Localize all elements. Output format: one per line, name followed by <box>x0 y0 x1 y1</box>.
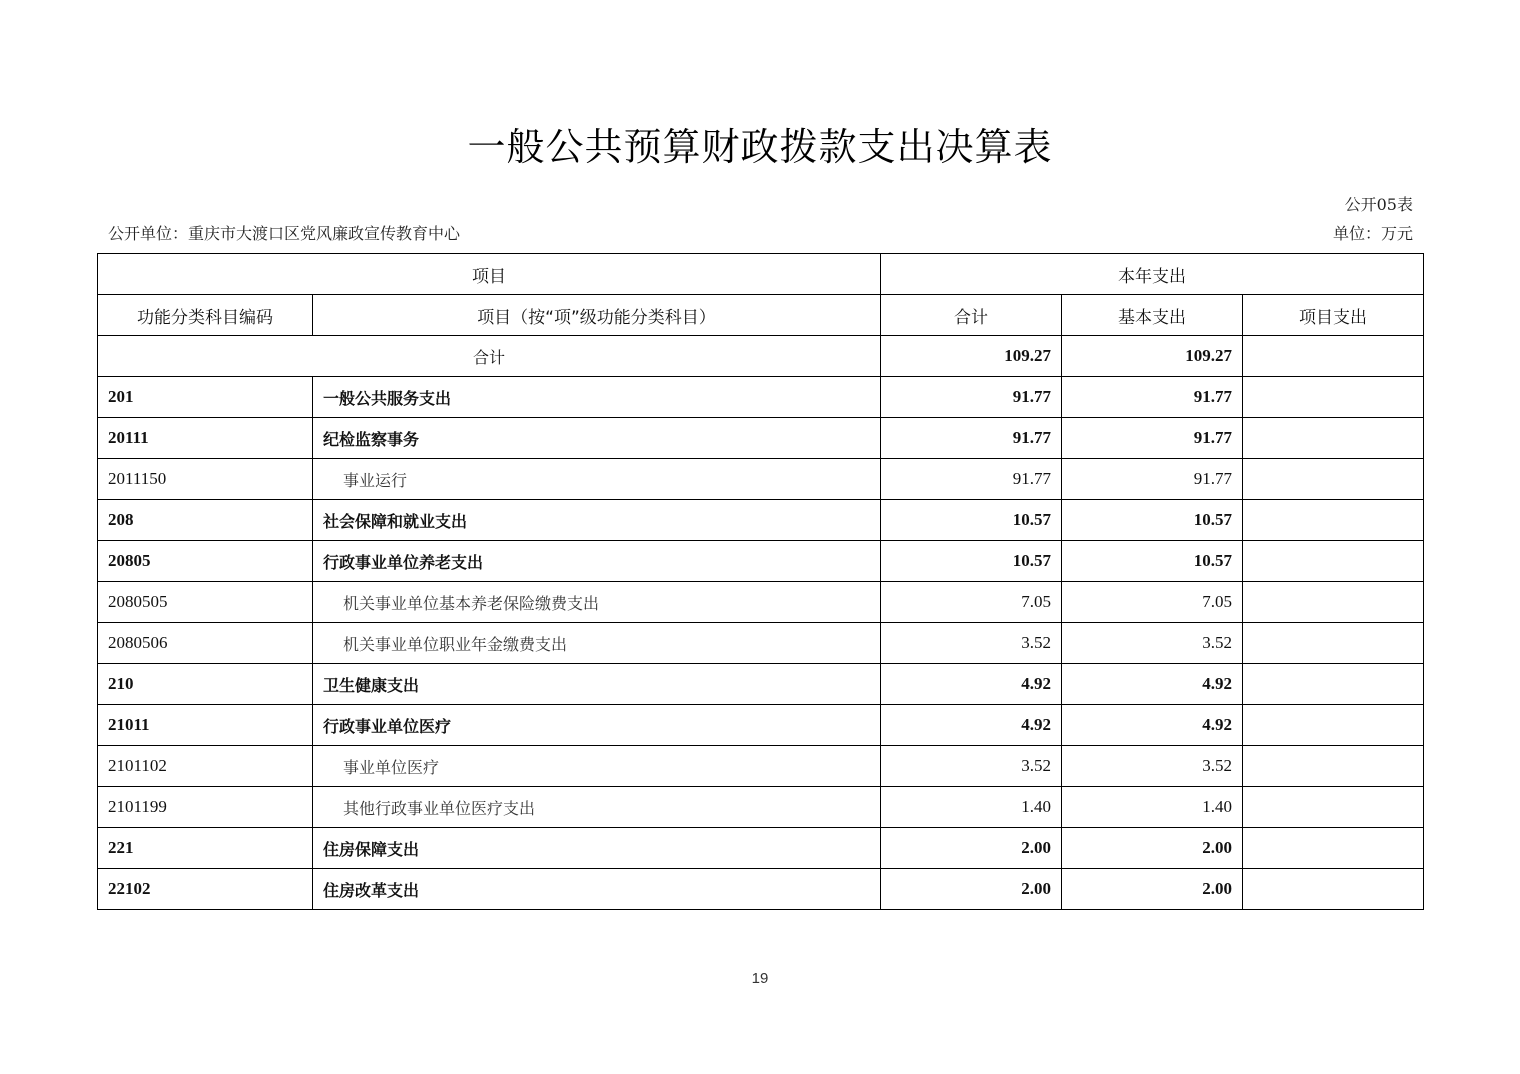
project-cell <box>1243 869 1424 910</box>
project-cell <box>1243 828 1424 869</box>
basic-cell: 10.57 <box>1062 500 1243 541</box>
code-cell: 2080506 <box>98 623 313 664</box>
total-cell: 10.57 <box>881 500 1062 541</box>
total-label: 合计 <box>98 336 881 377</box>
code-cell: 20111 <box>98 418 313 459</box>
code-cell: 2011150 <box>98 459 313 500</box>
project-cell <box>1243 746 1424 787</box>
project-cell <box>1243 500 1424 541</box>
expenditure-table <box>97 253 1424 910</box>
table-row <box>98 623 1424 664</box>
total-basic: 109.27 <box>1062 336 1243 377</box>
header-current-year: 本年支出 <box>881 254 1424 295</box>
basic-cell: 4.92 <box>1062 664 1243 705</box>
item-name-cell: 机关事业单位职业年金缴费支出 <box>313 623 881 664</box>
project-cell <box>1243 787 1424 828</box>
code-cell: 208 <box>98 500 313 541</box>
table-row <box>98 377 1424 418</box>
project-cell <box>1243 705 1424 746</box>
basic-cell: 7.05 <box>1062 582 1243 623</box>
total-cell: 10.57 <box>881 541 1062 582</box>
total-cell: 2.00 <box>881 869 1062 910</box>
header-code: 功能分类科目编码 <box>98 295 313 336</box>
item-name-cell: 住房保障支出 <box>313 828 881 869</box>
item-name-cell: 行政事业单位养老支出 <box>313 541 881 582</box>
currency-unit: 单位：万元 <box>1332 224 1413 243</box>
header-row-1 <box>98 254 1424 295</box>
code-cell: 2101199 <box>98 787 313 828</box>
header-project: 项目 <box>98 254 881 295</box>
header-row-2 <box>98 295 1424 336</box>
item-name-cell: 住房改革支出 <box>313 869 881 910</box>
header-item: 项目（按“项”级功能分类科目） <box>313 295 881 336</box>
item-name-cell: 其他行政事业单位医疗支出 <box>313 787 881 828</box>
basic-cell: 91.77 <box>1062 418 1243 459</box>
total-cell: 4.92 <box>881 705 1062 746</box>
item-name-cell: 行政事业单位医疗 <box>313 705 881 746</box>
total-cell: 91.77 <box>881 459 1062 500</box>
basic-cell: 1.40 <box>1062 787 1243 828</box>
code-cell: 2101102 <box>98 746 313 787</box>
basic-cell: 4.92 <box>1062 705 1243 746</box>
table-row <box>98 459 1424 500</box>
table-number: 公开05表 <box>1344 195 1413 214</box>
code-cell: 20805 <box>98 541 313 582</box>
page-number: 19 <box>751 970 769 987</box>
project-cell <box>1243 377 1424 418</box>
code-cell: 201 <box>98 377 313 418</box>
basic-cell: 3.52 <box>1062 746 1243 787</box>
total-cell: 1.40 <box>881 787 1062 828</box>
table-row <box>98 541 1424 582</box>
total-row <box>98 336 1424 377</box>
item-name-cell: 事业运行 <box>313 459 881 500</box>
table-row <box>98 705 1424 746</box>
item-name-cell: 纪检监察事务 <box>313 418 881 459</box>
table-row <box>98 582 1424 623</box>
basic-cell: 3.52 <box>1062 623 1243 664</box>
basic-cell: 91.77 <box>1062 377 1243 418</box>
table-row <box>98 746 1424 787</box>
project-cell <box>1243 623 1424 664</box>
basic-cell: 10.57 <box>1062 541 1243 582</box>
header-basic: 基本支出 <box>1062 295 1243 336</box>
total-project <box>1243 336 1424 377</box>
table-row <box>98 418 1424 459</box>
total-cell: 2.00 <box>881 828 1062 869</box>
basic-cell: 91.77 <box>1062 459 1243 500</box>
total-amount: 109.27 <box>881 336 1062 377</box>
total-cell: 3.52 <box>881 623 1062 664</box>
total-cell: 4.92 <box>881 664 1062 705</box>
total-cell: 3.52 <box>881 746 1062 787</box>
header-total: 合计 <box>881 295 1062 336</box>
table-row <box>98 500 1424 541</box>
table-row <box>98 869 1424 910</box>
item-name-cell: 社会保障和就业支出 <box>313 500 881 541</box>
total-cell: 91.77 <box>881 377 1062 418</box>
project-cell <box>1243 541 1424 582</box>
code-cell: 22102 <box>98 869 313 910</box>
table-row <box>98 664 1424 705</box>
project-cell <box>1243 582 1424 623</box>
table-row <box>98 828 1424 869</box>
project-cell <box>1243 459 1424 500</box>
project-cell <box>1243 664 1424 705</box>
table-row <box>98 787 1424 828</box>
basic-cell: 2.00 <box>1062 869 1243 910</box>
project-cell <box>1243 418 1424 459</box>
header-project-expenditure: 项目支出 <box>1243 295 1424 336</box>
reporting-unit: 公开单位：重庆市大渡口区党风廉政宣传教育中心 <box>108 224 461 243</box>
total-cell: 7.05 <box>881 582 1062 623</box>
item-name-cell: 事业单位医疗 <box>313 746 881 787</box>
item-name-cell: 一般公共服务支出 <box>313 377 881 418</box>
basic-cell: 2.00 <box>1062 828 1243 869</box>
code-cell: 21011 <box>98 705 313 746</box>
code-cell: 2080505 <box>98 582 313 623</box>
page-title: 一般公共预算财政拨款支出决算表 <box>467 125 1053 169</box>
item-name-cell: 卫生健康支出 <box>313 664 881 705</box>
item-name-cell: 机关事业单位基本养老保险缴费支出 <box>313 582 881 623</box>
code-cell: 221 <box>98 828 313 869</box>
total-cell: 91.77 <box>881 418 1062 459</box>
code-cell: 210 <box>98 664 313 705</box>
